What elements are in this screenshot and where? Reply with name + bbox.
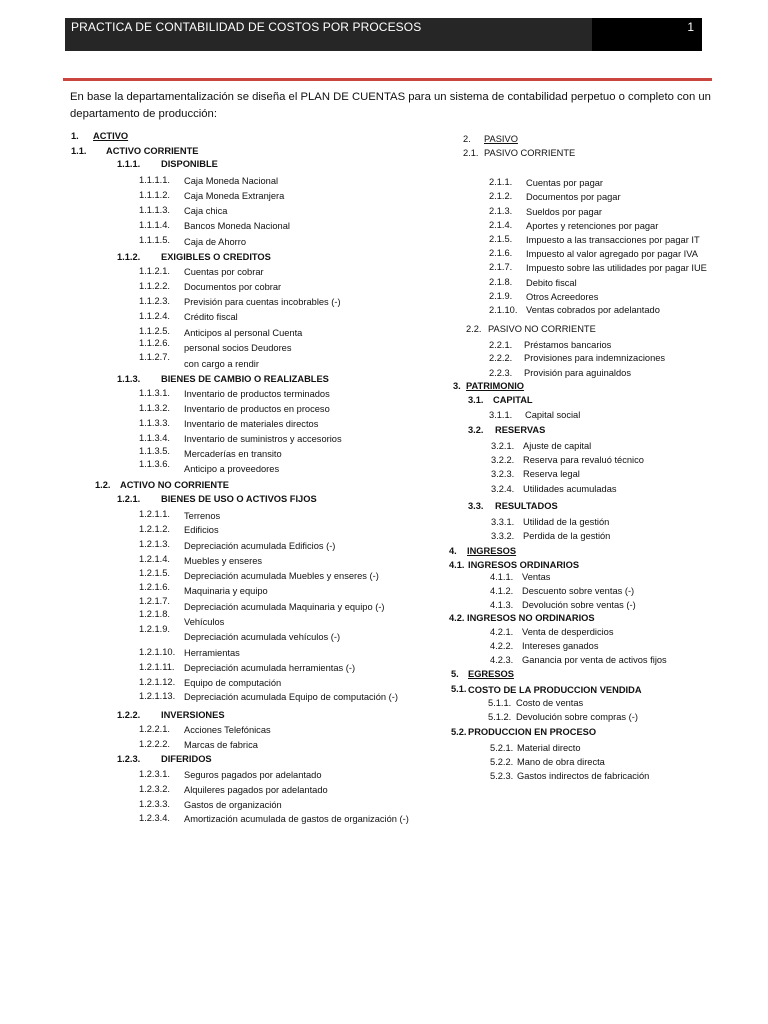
account-code: 2.2.2. (489, 353, 513, 363)
document-title: PRACTICA DE CONTABILIDAD DE COSTOS POR PROCESOS (71, 20, 422, 34)
account-1-1-2-4-credito-fiscal: Crédito fiscal (184, 312, 238, 322)
account-5-1-2-devolucion-sobre-compras: Devolución sobre compras (-) (516, 712, 638, 722)
account-code: 3.1.1. (489, 410, 513, 420)
account-5-egresos: EGRESOS (468, 669, 514, 679)
account-code: 1. (71, 131, 79, 141)
account-code: 2.1.2. (489, 191, 513, 201)
account-4-1-3-devolucion-sobre-ventas: Devolución sobre ventas (-) (522, 600, 636, 610)
account-1-2-1-6-maquinaria-y-equipo: Maquinaria y equipo (184, 586, 268, 596)
account-2-1-7-impuesto-sobre-las-utilidades-por-pagar-iue: Impuesto sobre las utilidades por pagar IUE (526, 263, 707, 273)
account-4-ingresos: INGRESOS (467, 546, 517, 556)
account-code: 1.1.3.5. (139, 446, 171, 456)
account-code: 1.2.3.1. (139, 769, 171, 779)
account-code: 1.2.1.11. (139, 662, 175, 672)
account-3-2-2-reserva-para-revaluo-tecnico: Reserva para revaluó técnico (523, 455, 644, 465)
account-1-1-2-exigibles-o-creditos: EXIGIBLES O CREDITOS (161, 252, 271, 262)
account-1-1-1-5-caja-de-ahorro: Caja de Ahorro (184, 237, 247, 247)
header-divider (63, 78, 712, 81)
account-code: 2.1.4. (489, 220, 513, 230)
account-code: 1.2.1.7. (139, 596, 171, 606)
account-code: 1.1.1.1. (139, 175, 171, 185)
account-code: 1.1.3.3. (139, 418, 171, 428)
account-1-1-1-3-caja-chica: Caja chica (184, 206, 228, 216)
account-1-2-1-7-depreciacion-acumulada-maquinaria-y-equipo: Depreciación acumulada Maquinaria y equipo (-) (184, 602, 385, 612)
account-code: 4.2.2. (490, 641, 514, 651)
account-5-1-costo-de-la-produccion-vendida: COSTO DE LA PRODUCCION VENDIDA (468, 685, 642, 695)
account-code: 1.1.2.6. (139, 338, 171, 348)
account-3-patrimonio: PATRIMONIO (466, 381, 525, 391)
account-code: 1.1.2.4. (139, 311, 171, 321)
account-code: 1.2.1.8. (139, 609, 171, 619)
account-code: 2.1.8. (489, 277, 513, 287)
account-code: 2.1.6. (489, 248, 513, 258)
account-4-1-1-ventas: Ventas (522, 572, 551, 582)
account-1-2-1-bienes-de-uso-o-activos-fijos: BIENES DE USO O ACTIVOS FIJOS (161, 494, 317, 504)
account-code: 2.1.10. (489, 305, 518, 315)
account-1-2-1-10-herramientas: Herramientas (184, 648, 240, 658)
account-1-1-1-1-caja-moneda-nacional: Caja Moneda Nacional (184, 176, 279, 186)
account-code: 2.1.9. (489, 291, 513, 301)
account-3-3-2-perdida-de-la-gestion: Perdida de la gestión (523, 531, 611, 541)
account-1-1-2-5-anticipos-al-personal-cuenta: Anticipos al personal Cuenta (184, 328, 303, 338)
account-code: 3.2. (468, 425, 484, 435)
account-code: 3.3.1. (491, 517, 515, 527)
account-2-1-9-otros-acreedores: Otros Acreedores (526, 292, 599, 302)
account-2-2-pasivo-no-corriente: PASIVO NO CORRIENTE (488, 324, 596, 334)
account-1-2-1-8-vehiculos: Vehículos (184, 617, 225, 627)
account-3-1-capital: CAPITAL (493, 395, 533, 405)
account-2-1-2-documentos-por-pagar: Documentos por pagar (526, 192, 621, 202)
account-5-2-3-gastos-indirectos-de-fabricacion: Gastos indirectos de fabricación (517, 771, 650, 781)
account-code: 3.3. (468, 501, 484, 511)
account-3-3-1-utilidad-de-la-gestion: Utilidad de la gestión (523, 517, 610, 527)
account-1-2-2-inversiones: INVERSIONES (161, 710, 225, 720)
account-code: 1.2.3. (117, 754, 141, 764)
page-number: 1 (687, 20, 694, 34)
account-3-3-resultados: RESULTADOS (495, 501, 558, 511)
account-code: 1.2.2. (117, 710, 141, 720)
account-code: 4. (449, 546, 457, 556)
account-code: 1.2.1.3. (139, 539, 171, 549)
account-4-2-2-intereses-ganados: Intereses ganados (522, 641, 599, 651)
account-code: 3.2.4. (491, 484, 515, 494)
account-1-1-3-4-inventario-de-suministros-y-accesorios: Inventario de suministros y accesorios (184, 434, 342, 444)
account-code: 4.1. (449, 560, 465, 570)
account-1-1-activo-corriente: ACTIVO CORRIENTE (106, 146, 199, 156)
account-code: 1.1.2.2. (139, 281, 171, 291)
account-1-2-1-13-depreciacion-acumulada-equipo-de-computacion: Depreciación acumulada Equipo de computación (-) (184, 692, 398, 702)
account-code: 4.2.1. (490, 627, 514, 637)
account-code: 1.2.1. (117, 494, 141, 504)
account-1-1-2-1-cuentas-por-cobrar: Cuentas por cobrar (184, 267, 264, 277)
account-code: 2.2.1. (489, 340, 513, 350)
account-code: 1.1.2.7. (139, 352, 171, 362)
account-code: 1.1. (71, 146, 87, 156)
account-1-2-1-12-equipo-de-computacion: Equipo de computación (184, 678, 282, 688)
page-number-box (592, 18, 702, 51)
account-code: 3.2.2. (491, 455, 515, 465)
account-5-2-1-material-directo: Material directo (517, 743, 581, 753)
account-1-1-3-2-inventario-de-productos-en-proceso: Inventario de productos en proceso (184, 404, 330, 414)
account-1-2-2-1-acciones-telefonicas: Acciones Telefónicas (184, 725, 271, 735)
account-code: 1.1.2.3. (139, 296, 171, 306)
account-2-1-4-aportes-y-retenciones-por-pagar: Aportes y retenciones por pagar (526, 221, 659, 231)
account-1-1-3-6-anticipo-a-proveedores: Anticipo a proveedores (184, 464, 280, 474)
account-code: 5.2.2. (490, 757, 514, 767)
account-code: 1.2.1.9. (139, 624, 171, 634)
account-code: 4.1.1. (490, 572, 514, 582)
account-3-2-4-utilidades-acumuladas: Utilidades acumuladas (523, 484, 617, 494)
account-4-2-ingresos-no-ordinarios: INGRESOS NO ORDINARIOS (467, 613, 595, 623)
account-2-pasivo: PASIVO (484, 134, 518, 144)
account-1-1-3-3-inventario-de-materiales-directos: Inventario de materiales directos (184, 419, 319, 429)
account-code: 4.1.3. (490, 600, 514, 610)
account-code: 5.2.3. (490, 771, 514, 781)
account-code: 4.1.2. (490, 586, 514, 596)
account-2-1-1-cuentas-por-pagar: Cuentas por pagar (526, 178, 604, 188)
account-1-2-1-2-edificios: Edificios (184, 525, 219, 535)
account-code: 2.1.3. (489, 206, 513, 216)
account-code: 1.1.1.4. (139, 220, 171, 230)
account-1-2-1-3-depreciacion-acumulada-edificios: Depreciación acumulada Edificios (-) (184, 541, 336, 551)
account-1-1-2-6-personal-socios-deudores: personal socios Deudores (184, 343, 292, 353)
page-header (65, 18, 702, 51)
account-1-activo: ACTIVO (93, 131, 129, 141)
account-code: 1.2.1.2. (139, 524, 171, 534)
account-2-2-1-prestamos-bancarios: Préstamos bancarios (524, 340, 612, 350)
account-code: 5.1.1. (488, 698, 512, 708)
account-1-2-1-1-terrenos: Terrenos (184, 511, 221, 521)
account-code: 1.1.2.5. (139, 326, 171, 336)
account-code: 1.1.3. (117, 374, 141, 384)
account-2-2-2-provisiones-para-indemnizaciones: Provisiones para indemnizaciones (524, 353, 666, 363)
account-code: 1.1.1.3. (139, 205, 171, 215)
account-1-1-2-7-con-cargo-a-rendir: con cargo a rendir (184, 359, 259, 369)
account-4-2-3-ganancia-por-venta-de-activos-fijos: Ganancia por venta de activos fijos (522, 655, 667, 665)
account-1-2-3-1-seguros-pagados-por-adelantado: Seguros pagados por adelantado (184, 770, 322, 780)
account-code: 1.2.1.5. (139, 568, 171, 578)
account-5-2-produccion-en-proceso: PRODUCCION EN PROCESO (468, 727, 597, 737)
account-1-2-activo-no-corriente: ACTIVO NO CORRIENTE (120, 480, 229, 490)
account-code: 1.1.3.4. (139, 433, 171, 443)
account-2-1-pasivo-corriente: PASIVO CORRIENTE (484, 148, 576, 158)
account-code: 5.1.2. (488, 712, 512, 722)
account-code: 3.1. (468, 395, 484, 405)
account-1-1-1-disponible: DISPONIBLE (161, 159, 218, 169)
account-code: 3.2.1. (491, 441, 515, 451)
account-code: 1.1.1. (117, 159, 141, 169)
account-code: 1.2.1.12. (139, 677, 176, 687)
account-1-1-1-4-bancos-moneda-nacional: Bancos Moneda Nacional (184, 221, 290, 231)
account-1-1-3-1-inventario-de-productos-terminados: Inventario de productos terminados (184, 389, 330, 399)
account-1-1-2-2-documentos-por-cobrar: Documentos por cobrar (184, 282, 282, 292)
account-code: 1.2.1.6. (139, 582, 171, 592)
account-code: 5. (451, 669, 459, 679)
account-code: 3. (453, 381, 461, 391)
account-1-2-1-5-depreciacion-acumulada-muebles-y-enseres: Depreciación acumulada Muebles y enseres (-) (184, 571, 379, 581)
account-4-1-2-descuento-sobre-ventas: Descuento sobre ventas (-) (522, 586, 635, 596)
account-code: 1.2.3.2. (139, 784, 171, 794)
account-2-1-5-impuesto-a-las-transacciones-por-pagar-it: Impuesto a las transacciones por pagar IT (526, 235, 700, 245)
account-code: 2.2. (466, 324, 482, 334)
account-1-2-3-4-amortizacion-acumulada-de-gastos-de-organizacion: Amortización acumulada de gastos de organización (-) (184, 814, 409, 824)
account-5-2-2-mano-de-obra-directa: Mano de obra directa (517, 757, 605, 767)
account-4-1-ingresos-ordinarios: INGRESOS ORDINARIOS (468, 560, 580, 570)
account-2-2-3-provision-para-aguinaldos: Provisión para aguinaldos (524, 368, 631, 378)
account-code: 1.2.3.4. (139, 813, 171, 823)
account-code: 1.1.3.6. (139, 459, 171, 469)
account-code: 1.2.2.1. (139, 724, 171, 734)
account-code: 1.1.2. (117, 252, 141, 262)
account-code: 5.2.1. (490, 743, 514, 753)
account-1-2-3-2-alquileres-pagados-por-adelantado: Alquileres pagados por adelantado (184, 785, 328, 795)
account-code: 3.2.3. (491, 469, 515, 479)
account-1-2-3-3-gastos-de-organizacion: Gastos de organización (184, 800, 282, 810)
account-code: 4.2.3. (490, 655, 514, 665)
intro-paragraph: En base la departamentalización se diseña el PLAN DE CUENTAS para un sistema de contabilidad perpetuo o completo con un departamento de producción: (70, 91, 711, 120)
account-3-2-1-ajuste-de-capital: Ajuste de capital (523, 441, 592, 451)
account-3-2-reservas: RESERVAS (495, 425, 546, 435)
account-1-1-3-5-mercaderias-en-transito: Mercaderías en transito (184, 449, 282, 459)
account-1-2-1-11-depreciacion-acumulada-herramientas: Depreciación acumulada herramientas (-) (184, 663, 356, 673)
account-1-2-3-diferidos: DIFERIDOS (161, 754, 212, 764)
account-1-2-1-9-depreciacion-acumulada-vehiculos: Depreciación acumulada vehículos (-) (184, 632, 341, 642)
account-3-1-1-capital-social: Capital social (525, 410, 581, 420)
account-code: 3.3.2. (491, 531, 515, 541)
account-code: 1.2.2.2. (139, 739, 171, 749)
account-3-2-3-reserva-legal: Reserva legal (523, 469, 580, 479)
account-1-1-3-bienes-de-cambio-o-realizables: BIENES DE CAMBIO O REALIZABLES (161, 374, 329, 384)
account-code: 2. (463, 134, 471, 144)
account-code: 1.2.1.1. (139, 509, 171, 519)
account-5-1-1-costo-de-ventas: Costo de ventas (516, 698, 584, 708)
account-code: 2.1. (463, 148, 479, 158)
account-2-1-6-impuesto-al-valor-agregado-por-pagar-iva: Impuesto al valor agregado por pagar IVA (526, 249, 698, 259)
account-code: 1.2.3.3. (139, 799, 171, 809)
account-code: 1.1.3.2. (139, 403, 171, 413)
account-1-1-1-2-caja-moneda-extranjera: Caja Moneda Extranjera (184, 191, 285, 201)
account-1-1-2-3-prevision-para-cuentas-incobrables: Previsión para cuentas incobrables (-) (184, 297, 341, 307)
account-code: 5.2. (451, 727, 467, 737)
account-code: 1.1.1.5. (139, 235, 171, 245)
account-code: 1.2.1.10. (139, 647, 176, 657)
account-code: 1.2.1.4. (139, 554, 171, 564)
account-4-2-1-venta-de-desperdicios: Venta de desperdicios (522, 627, 614, 637)
account-2-1-10-ventas-cobrados-por-adelantado: Ventas cobrados por adelantado (526, 305, 660, 315)
account-code: 2.1.5. (489, 234, 513, 244)
account-code: 1.2. (95, 480, 111, 490)
account-code: 1.1.2.1. (139, 266, 171, 276)
account-2-1-8-debito-fiscal: Debito fiscal (526, 278, 577, 288)
account-code: 1.1.1.2. (139, 190, 171, 200)
account-code: 1.2.1.13. (139, 691, 176, 701)
account-2-1-3-sueldos-por-pagar: Sueldos por pagar (526, 207, 602, 217)
account-1-2-2-2-marcas-de-fabrica: Marcas de fabrica (184, 740, 258, 750)
account-code: 2.1.7. (489, 262, 513, 272)
account-code: 5.1. (451, 684, 467, 694)
account-code: 4.2. (449, 613, 465, 623)
account-1-2-1-4-muebles-y-enseres: Muebles y enseres (184, 556, 263, 566)
account-code: 1.1.3.1. (139, 388, 171, 398)
account-code: 2.2.3. (489, 368, 513, 378)
account-code: 2.1.1. (489, 177, 513, 187)
